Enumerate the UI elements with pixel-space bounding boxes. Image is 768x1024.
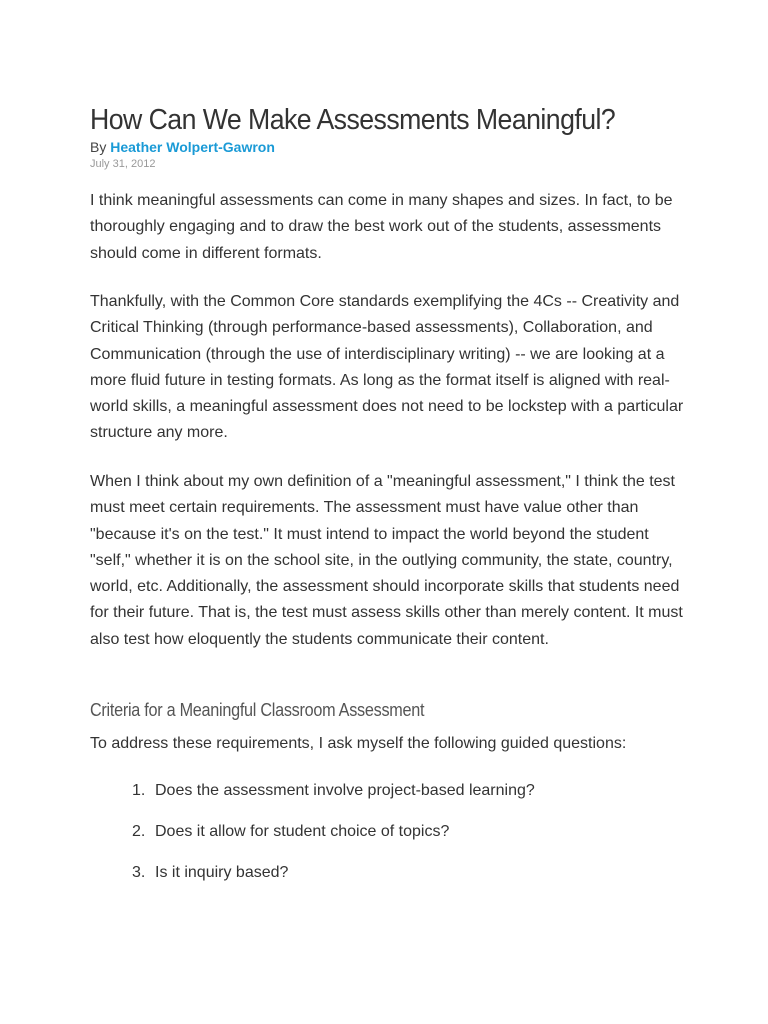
paragraph-2: Thankfully, with the Common Core standards exemplifying the 4Cs -- Creativity and Critical Thinking (through performance-based assessments), Collaboration, and Communication (through the use of interdisciplinary writing) -- we are looking at a more fluid future in testing formats. As long as the format itself is aligned with real-world skills, a meaningful assessment does not need to be lockstep with a particular structure any more. [90,293,684,442]
questions-intro: To address these requirements, I ask myself the following guided questions: [90,735,627,752]
byline [90,139,275,155]
question-text: Does it allow for student choice of topics? [155,823,450,840]
publish-date: July 31, 2012 [90,158,156,170]
article-title: How Can We Make Assessments Meaningful? [90,104,616,136]
author-link[interactable]: Heather Wolpert-Gawron [110,139,275,155]
question-text: Does the assessment involve project-based learning? [155,782,535,799]
list-number: 1. [132,782,146,799]
list-number: 3. [132,864,146,881]
question-text: Is it inquiry based? [155,864,289,881]
list-number: 2. [132,823,146,840]
section-heading: Criteria for a Meaningful Classroom Assessment [90,700,425,720]
paragraph-1: I think meaningful assessments can come in many shapes and sizes. In fact, to be thoroughly engaging and to draw the best work out of the students, assessments should come in different formats. [90,192,673,262]
paragraph-3: When I think about my own definition of a "meaningful assessment," I think the test must meet certain requirements. The assessment must have value other than "because it's on the test." It must intend to impact the world beyond the student "self," whether it is on the school site, in the outlying community, the state, country, world, etc. Additionally, the assessment should incorporate skills that students need for their future. That is, the test must assess skills other than merely content. It must also test how eloquently the students communicate their content. [90,473,683,648]
byline-prefix: By [90,139,107,155]
